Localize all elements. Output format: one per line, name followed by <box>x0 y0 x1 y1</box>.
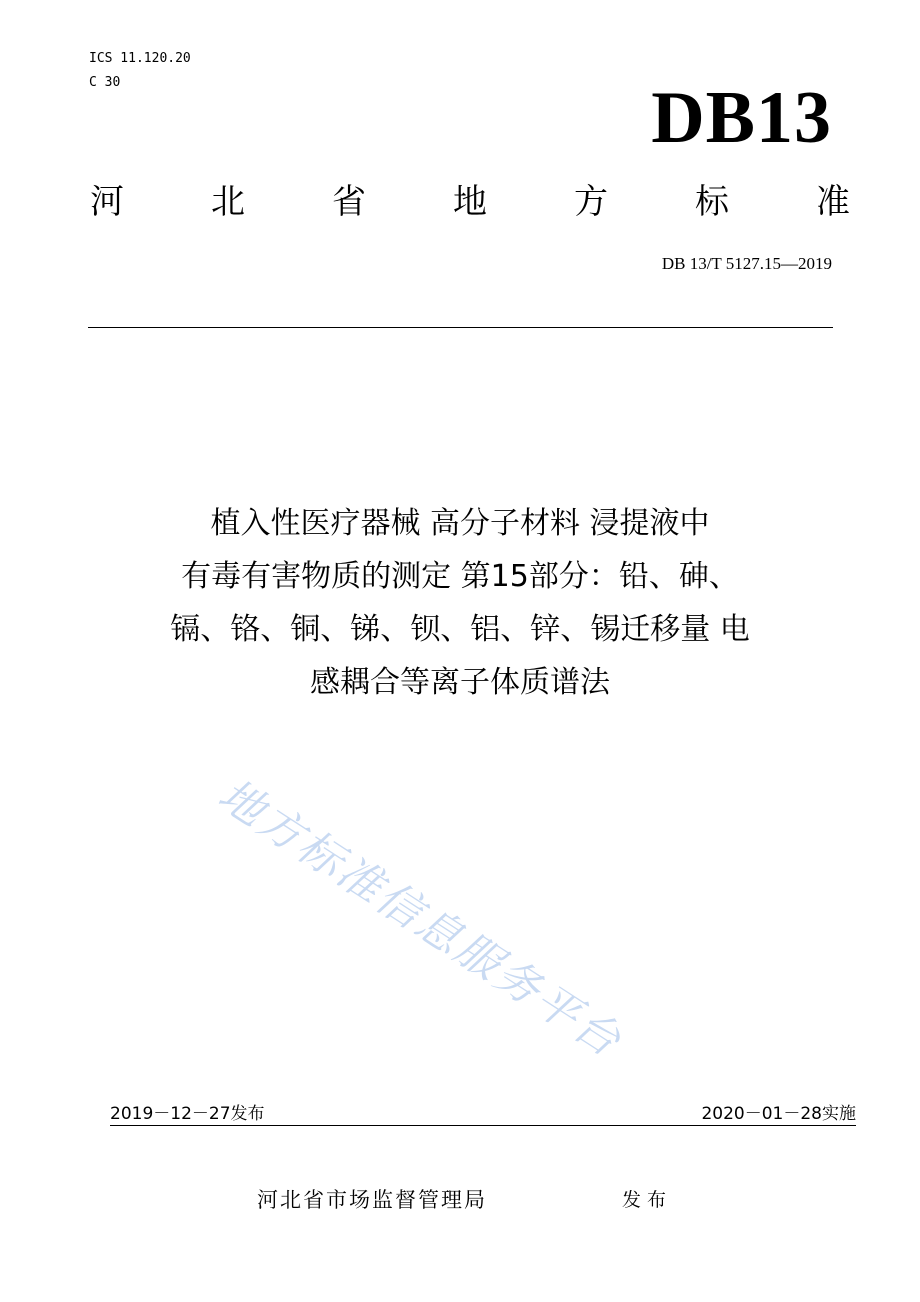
ics-code: ICS 11.120.20 <box>89 51 191 66</box>
standard-type-char: 地 <box>453 182 487 222</box>
classification-codes <box>89 47 191 95</box>
watermark: 地方标准信息服务平台 <box>209 769 632 1068</box>
standard-type-char: 标 <box>695 182 729 222</box>
title-line: 感耦合等离子体质谱法 <box>310 665 610 700</box>
standard-type-char: 准 <box>816 182 850 222</box>
header-divider <box>88 327 833 328</box>
implement-date: 2020－01－28实施 <box>701 1104 856 1124</box>
standard-number: DB 13/T 5127.15—2019 <box>661 254 832 273</box>
footer-divider <box>110 1125 856 1126</box>
issuing-authority: 河北省市场监督管理局 <box>257 1188 487 1212</box>
title-line: 有毒有害物质的测定 第15部分：铅、砷、 <box>181 559 739 594</box>
db-logo: DB13 <box>651 77 832 159</box>
standard-type-char: 北 <box>211 182 245 222</box>
document-title <box>60 497 860 709</box>
standard-type-char: 方 <box>574 182 608 222</box>
standard-type-char: 河 <box>90 182 124 222</box>
standard-type <box>90 180 850 224</box>
standard-type-char: 省 <box>332 182 366 222</box>
title-line: 植入性医疗器械 高分子材料 浸提液中 <box>210 506 710 541</box>
publish-date: 2019－12－27发布 <box>110 1104 265 1124</box>
issue-label: 发布 <box>622 1189 673 1211</box>
title-line: 镉、铬、铜、锑、钡、铝、锌、锡迁移量 电 <box>170 612 750 647</box>
ccs-code: C 30 <box>89 75 121 90</box>
